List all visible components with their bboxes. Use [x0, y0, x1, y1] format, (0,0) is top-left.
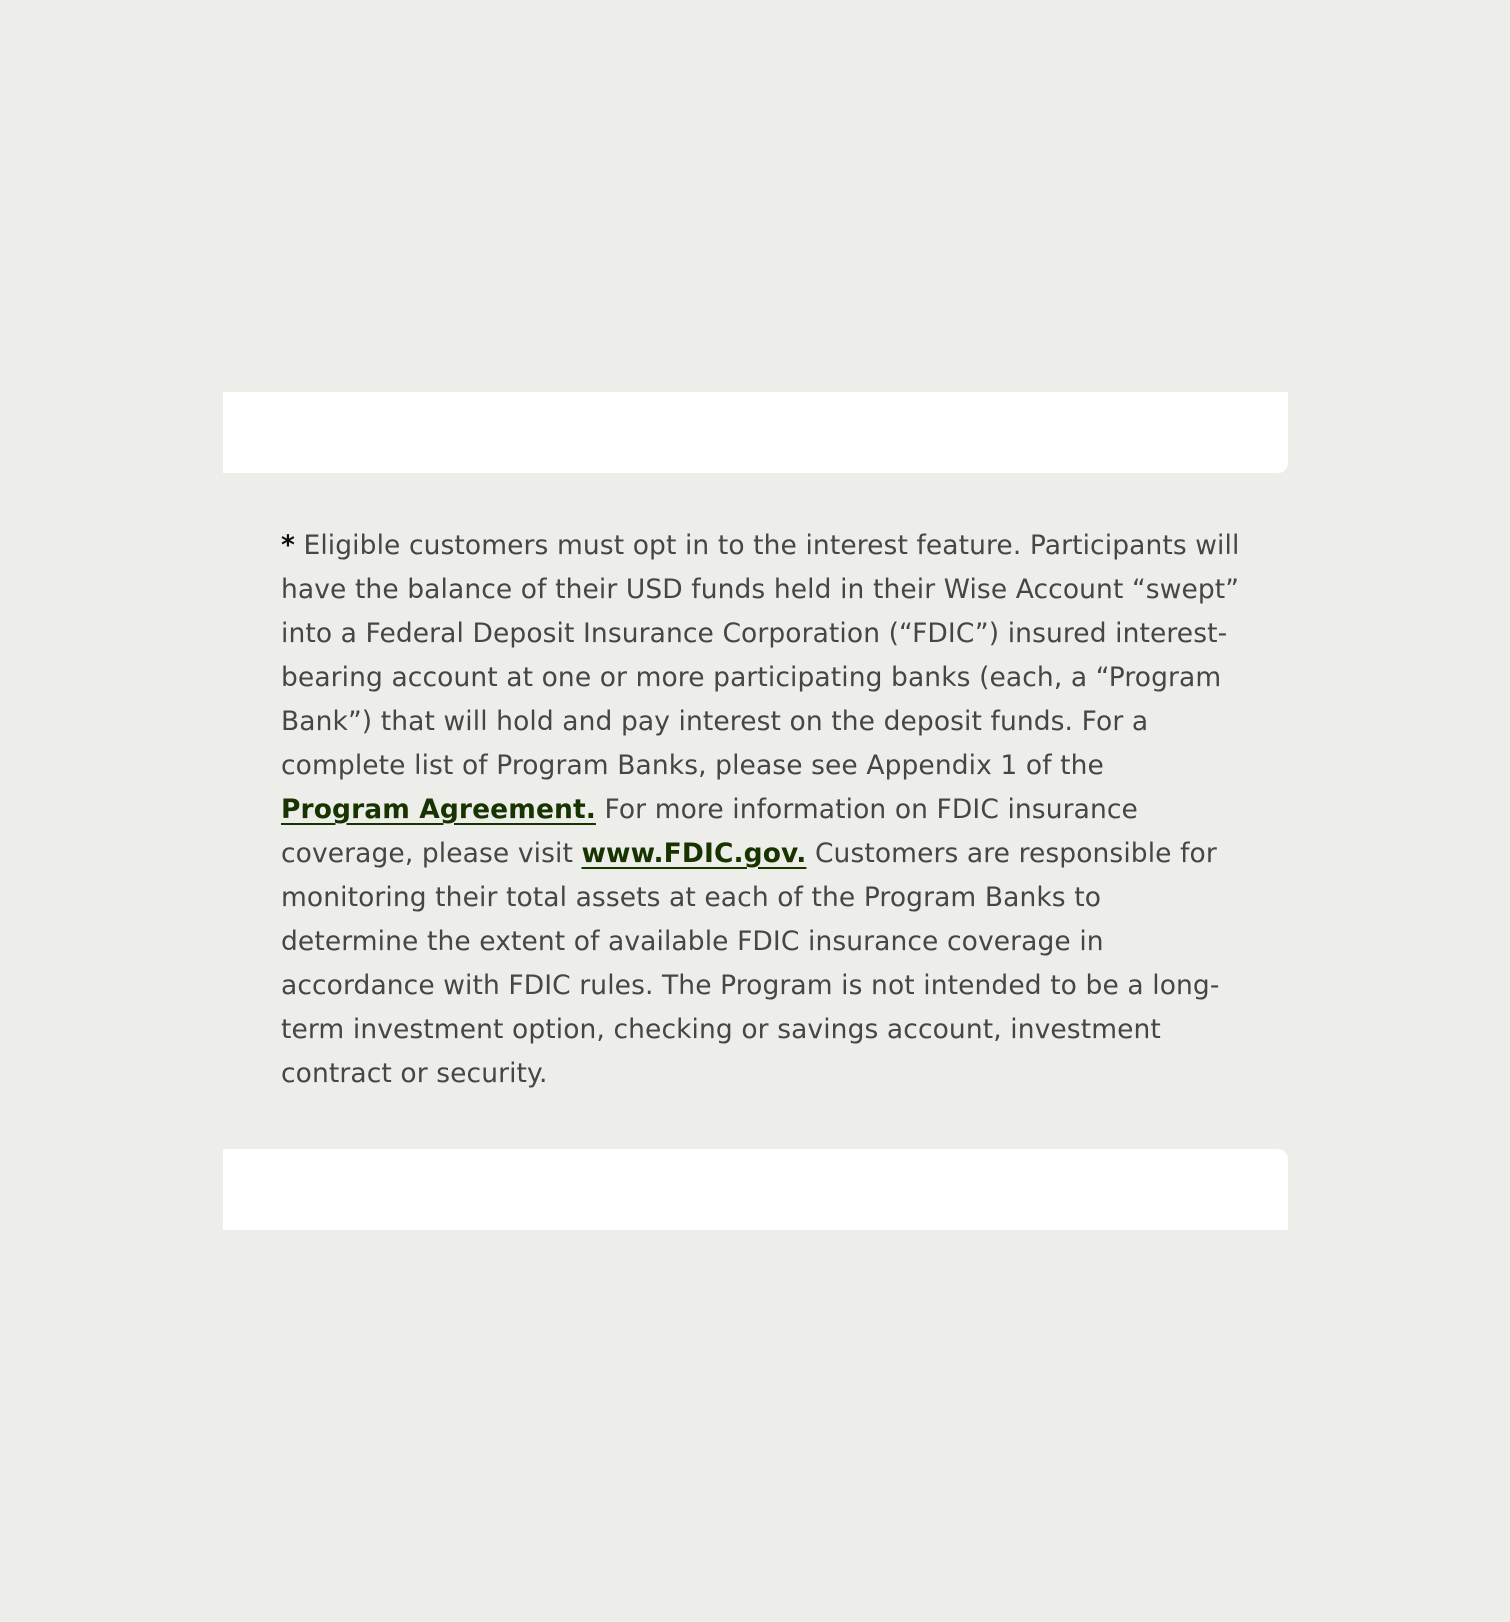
disclaimer-text-part-1: Eligible customers must opt in to the interest feature. Participants will have the balance of their USD funds held in their Wise Account “swept” into a Federal Deposit Insurance Corporation (“FDIC”) insured interest-bearing account at one or more participating banks (each, a “Program Bank”) that will hold and pay interest on the deposit funds. For a complete list of Program Banks, please see Appendix 1 of the: [281, 530, 1240, 781]
fdic-gov-link[interactable]: www.FDIC.gov.: [581, 838, 807, 869]
card-top-strip: [223, 392, 1288, 473]
footnote-asterisk: *: [281, 530, 295, 561]
disclaimer-text-part-3: Customers are responsible for monitoring their total assets at each of the Program Banks to determine the extent of available FDIC insurance coverage in accordance with FDIC rules. The Program is not intended to be a long-term investment option, checking or savings account, investment contract or security.: [281, 838, 1220, 1089]
card-bottom-strip: [223, 1149, 1288, 1230]
program-agreement-link[interactable]: Program Agreement.: [281, 794, 596, 825]
disclaimer-text-part-2: For more information on FDIC insurance coverage, please visit: [281, 794, 1138, 869]
interest-disclaimer: [281, 524, 1241, 1096]
